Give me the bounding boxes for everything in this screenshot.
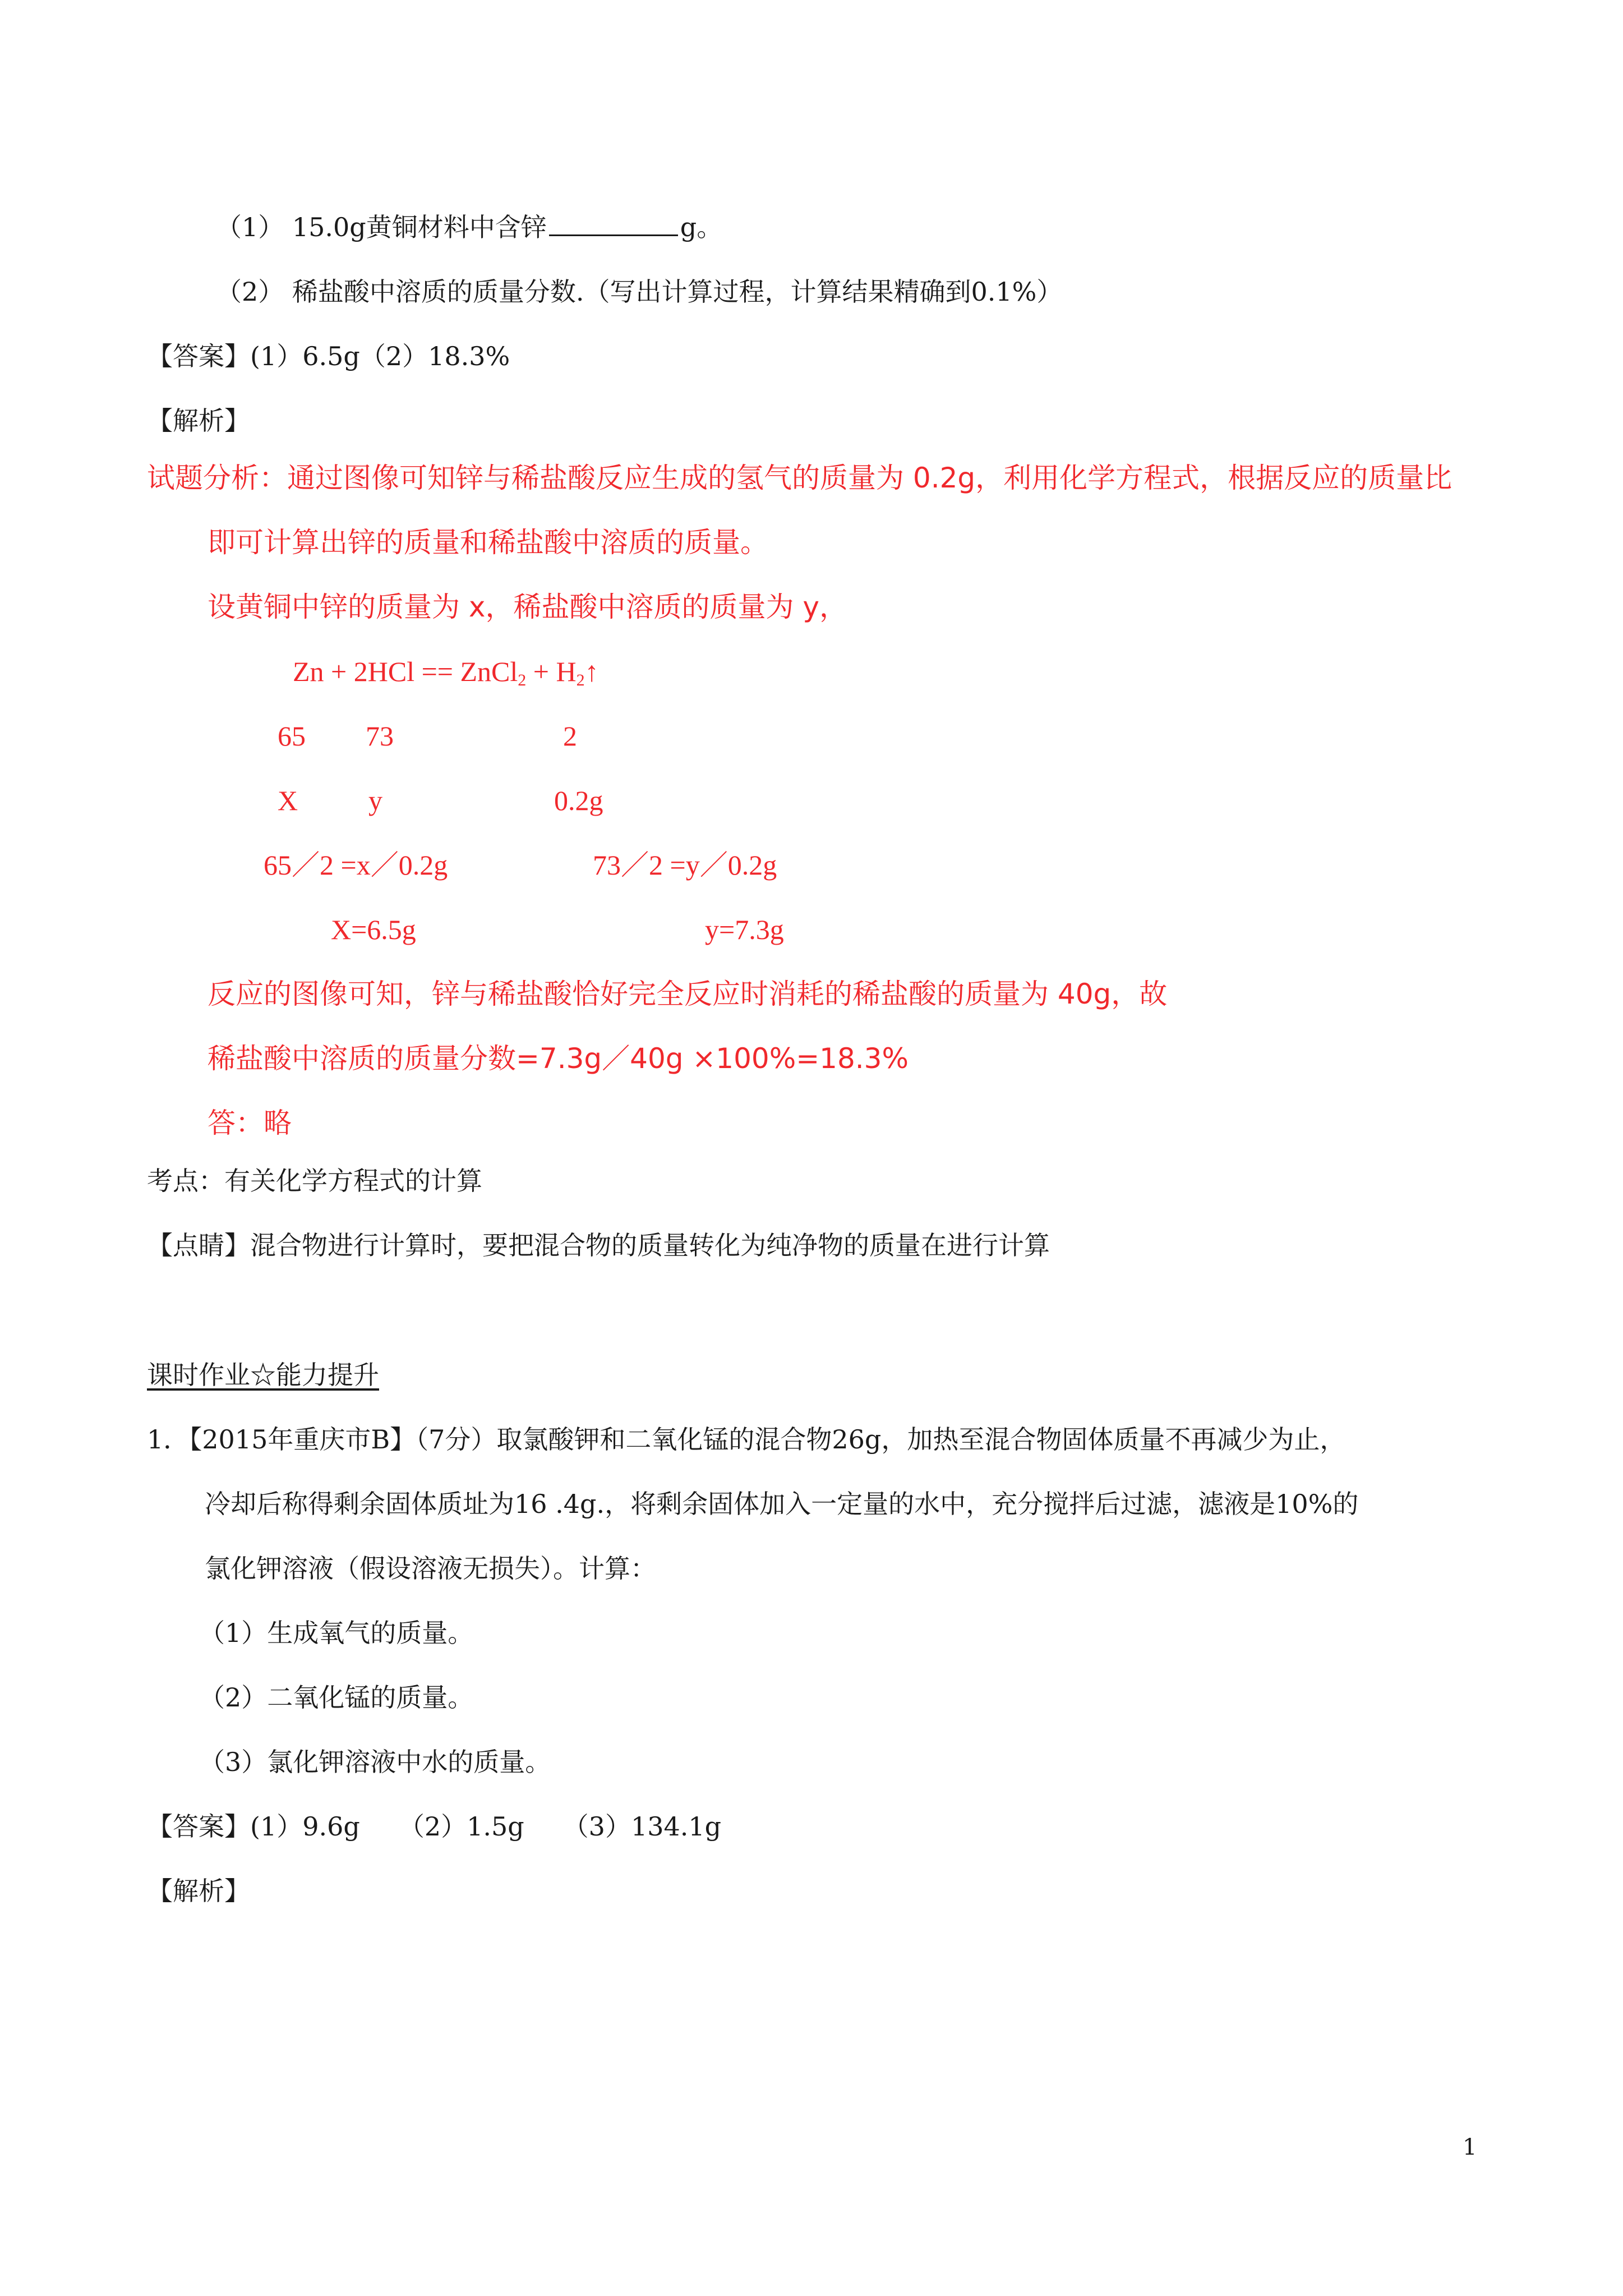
molar-mass-zn: 65: [278, 720, 306, 752]
problem-1-sub-2: （2）二氧化锰的质量。: [199, 1682, 474, 1713]
question-part-1-suffix: g。: [680, 212, 723, 242]
analysis-line-3: 设黄铜中锌的质量为 x，稀盐酸中溶质的质量为 y，: [208, 591, 847, 623]
dianjing: 【点睛】混合物进行计算时，要把混合物的质量转化为纯净物的质量在进行计算: [147, 1230, 1050, 1260]
page-number: 1: [1463, 2134, 1477, 2160]
var-h2-mass: 0.2g: [554, 785, 603, 816]
analysis-heading-2: 【解析】: [147, 1876, 250, 1906]
kaodian: 考点：有关化学方程式的计算: [147, 1166, 482, 1196]
analysis-line-4: 反应的图像可知，锌与稀盐酸恰好完全反应时消耗的稀盐酸的质量为 40g，故: [208, 978, 1168, 1010]
molar-mass-h2: 2: [563, 720, 577, 752]
question-part-2: （2） 稀盐酸中溶质的质量分数.（写出计算过程，计算结果精确到0.1%）: [216, 277, 1063, 307]
problem-1-line-3: 氯化钾溶液（假设溶液无损失）。计算：: [205, 1553, 656, 1584]
result-x: X=6.5g: [331, 914, 416, 945]
analysis-heading-1: 【解析】: [147, 406, 250, 436]
var-x: X: [278, 785, 298, 816]
answer-2: 【答案】(1）9.6g （2）1.5g （3）134.1g: [147, 1811, 722, 1842]
question-part-1: [216, 214, 722, 240]
result-y: y=7.3g: [705, 914, 784, 945]
equation-subscript-2: 2: [576, 671, 585, 689]
question-part-1-prefix: （1） 15.0g黄铜材料中含锌: [216, 212, 547, 242]
analysis-line-2: 即可计算出锌的质量和稀盐酸中溶质的质量。: [208, 526, 768, 559]
ratio-2: 73／2 =y／0.2g: [593, 849, 777, 881]
problem-1-line-1: 1．【2015年重庆市B】（7分）取氯酸钾和二氧化锰的混合物26g，加热至混合物固体质量不再减少为止，: [147, 1424, 1346, 1455]
analysis-line-5: 稀盐酸中溶质的质量分数=7.3g／40g ×100%=18.3%: [208, 1042, 909, 1075]
analysis-line-1: 试题分析：通过图像可知锌与稀盐酸反应生成的氢气的质量为 0.2g，利用化学方程式，根据反应的质量比: [147, 462, 1453, 494]
problem-1-sub-1: （1）生成氧气的质量。: [199, 1618, 474, 1648]
equation-part-b: + H: [526, 656, 577, 687]
problem-1-sub-3: （3）氯化钾溶液中水的质量。: [199, 1747, 551, 1777]
chemical-equation: [293, 657, 599, 689]
equation-part-a: Zn + 2HCl == ZnCl: [293, 656, 518, 687]
var-y: y: [368, 785, 382, 816]
molar-mass-hcl: 73: [366, 720, 394, 752]
section-title: 课时作业☆能力提升: [147, 1360, 379, 1390]
answer-blank: [549, 214, 678, 236]
problem-1-line-2: 冷却后称得剩余固体质址为16 .4g.，将剩余固体加入一定量的水中，充分搅拌后过滤，滤液是10%的: [205, 1489, 1359, 1519]
answer-1: 【答案】(1）6.5g（2）18.3%: [147, 341, 510, 371]
analysis-conclusion: 答：略: [208, 1107, 292, 1139]
equation-part-c: ↑: [584, 656, 599, 687]
ratio-1: 65／2 =x／0.2g: [264, 849, 448, 881]
equation-subscript-1: 2: [518, 671, 527, 689]
